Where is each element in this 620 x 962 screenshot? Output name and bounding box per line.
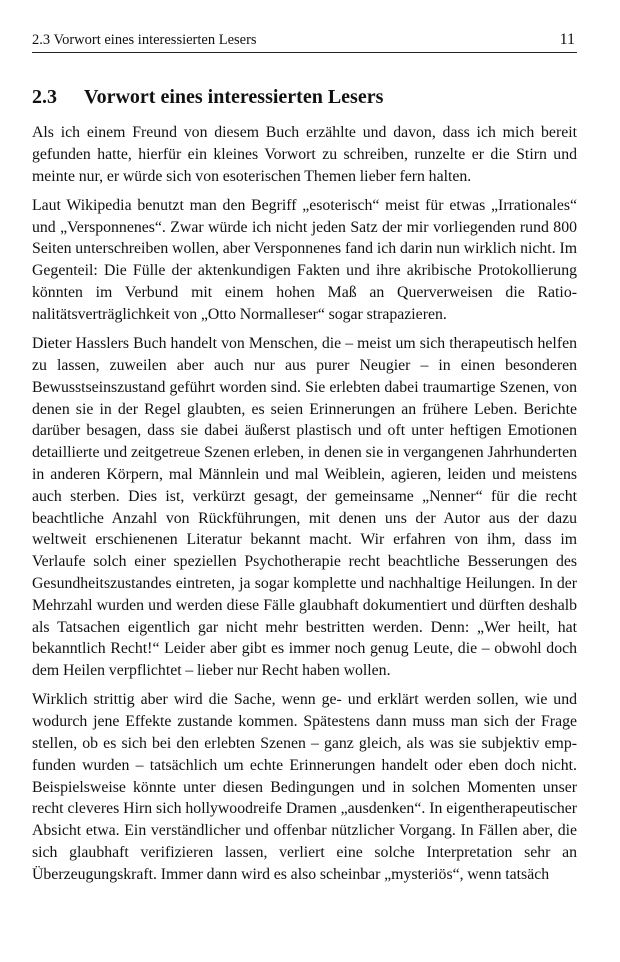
running-header-title: 2.3 Vorwort eines interessierten Lesers [32,32,257,48]
section-title: Vorwort eines interessierten Lesers [84,86,384,108]
paragraph: Dieter Hasslers Buch handelt von Menschen, die – meist um sich therapeutisch helfen zu lassen, zuweilen aber auch nur aus purer Neugier – in einen besonderen Bewusstseinszustand geführt worden sind. Sie erlebten dabei traumartige Szenen, von denen sie in der Regel glaubten, es seien Erinnerungen an frühere Leben. Berichte darüber besagen, dass sie dabei äußerst plastisch und oft unter heftigen Emotionen detaillierte und zeitgetreue Szenen erleben, in denen sie in vergangenen Jahrhunderten in anderen Körpern, mal Männlein und mal Weiblein, agieren, leiden und meistens auch sterben. Dies ist, verkürzt gesagt, der gemeinsame „Nenner“ für die recht beachtliche Anzahl von Rückführungen, mit denen uns der Autor aus der dazu weltweit erschienenen Literatur bekannt macht. Wir erfahren von ihm, dass im Verlaufe solch einer speziellen Psychotherapie recht beachtliche Besserungen des Gesundheitszustandes eintreten, ja sogar komplette und nachhaltige Heilungen. In der Mehrzahl wurden und werden diese Fälle glaubhaft dokumentiert und dürften deshalb als Tatsachen eigentlich gar nicht mehr bestritten werden. Denn: „Wer heilt, hat bekanntlich Recht!“ Leider aber gibt es immer noch genug Leute, die – obwohl doch dem Heilen verpflichtet – lieber nur Recht haben wollen. [32,335,577,680]
body-text [32,122,577,886]
section-number: 2.3 [32,86,57,108]
page-number: 11 [559,31,575,48]
paragraph: Wirklich strittig aber wird die Sache, wenn ge- und erklärt werden sollen, wie und wodurch jene Effekte zustande kommen. Spätestens dann muss man sich der Frage stellen, ob es sich bei den erlebten Szenen – ganz gleich, als was sie subjektiv empfunden wurden – tatsächlich um echte Erinnerungen handelt oder eben doch nicht. Beispielsweise könnte unter diesen Bedingungen und in solchen Momenten unser recht cleveres Hirn sich hollywoodreife Dramen „ausdenken“. In eigentherapeutischer Absicht etwa. Ein verständlicher und offenbar nützlicher Vorgang. In Fällen aber, die sich glaubhaft verifizieren lassen, verliert eine solche Interpretation sehr an Überzeugungskraft. Immer dann wird es also scheinbar „mysteriös“, wenn tatsäch [32,691,577,883]
book-page [32,30,577,893]
paragraph: Laut Wikipedia benutzt man den Begriff „esoterisch“ meist für etwas „Irrationales“ und „Versponnenes“. Zwar würde ich nicht jeden Satz der mir vorliegenden rund 800 Seiten unterschreiben wollen, aber Versponnenes fand ich darin nun wirklich nicht. Im Gegenteil: Die Fülle der aktenkundigen Fakten und ihre akribische Protokollierung könnten im Verbund mit einem hohen Maß an Querverweisen die Rationalitätsverträglichkeit von „Otto Normalleser“ sogar strapazieren. [32,196,577,323]
paragraph: Als ich einem Freund von diesem Buch erzählte und davon, dass ich mich bereit gefunden hatte, hierfür ein kleines Vorwort zu schreiben, runzelte er die Stirn und meinte nur, er würde sich von esoterischen Themen lieber fern halten. [32,124,577,185]
section-heading [32,84,577,110]
running-header [32,30,577,53]
